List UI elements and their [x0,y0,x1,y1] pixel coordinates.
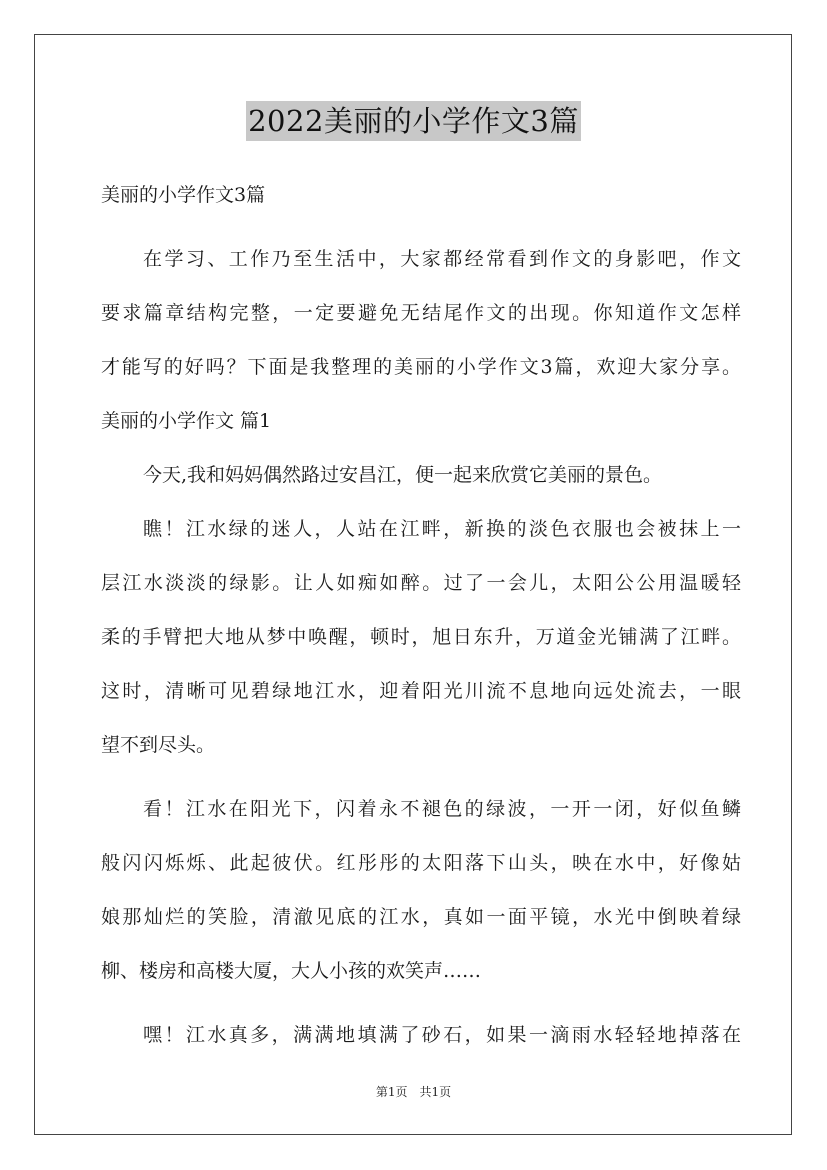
intro-line: 才能写的好吗？下面是我整理的美丽的小学作文3篇，欢迎大家分享。 [101,356,741,378]
intro-line: 要求篇章结构完整，一定要避免无结尾作文的出现。你知道作文怎样 [101,302,741,324]
paragraph-2-line: 瞧！江水绿的迷人，人站在江畔，新换的淡色衣服也会被抹上一 [143,518,741,540]
title-wrapper [0,101,827,141]
paragraph-3-line: 看！江水在阳光下，闪着永不褪色的绿波，一开一闭，好似鱼鳞 [143,798,741,820]
document-body [101,168,741,1062]
subtitle: 美丽的小学作文3篇 [101,184,266,206]
paragraph-1-line: 今天,我和妈妈偶然路过安昌江，便一起来欣赏它美丽的景色。 [143,464,663,486]
paragraph-2-line: 这时，清晰可见碧绿地江水，迎着阳光川流不息地向远处流去，一眼 [101,680,741,702]
page-footer [0,1083,827,1100]
intro-line: 在学习、工作乃至生活中，大家都经常看到作文的身影吧，作文 [143,248,741,270]
paragraph-4-line: 嘿！江水真多，满满地填满了砂石，如果一滴雨水轻轻地掉落在 [143,1024,741,1046]
paragraph-2-line: 望不到尽头。 [101,734,216,756]
paragraph-2-line: 柔的手臂把大地从梦中唤醒，顿时，旭日东升，万道金光铺满了江畔。 [101,626,741,648]
paragraph-3-line: 般闪闪烁烁、此起彼伏。红彤彤的太阳落下山头，映在水中，好像姑 [101,852,741,874]
page-number: 第1页 共1页 [375,1085,452,1099]
paragraph-2-line: 层江水淡淡的绿影。让人如痴如醉。过了一会儿，太阳公公用温暖轻 [101,572,741,594]
paragraph-3-line: 娘那灿烂的笑脸，清澈见底的江水，真如一面平镜，水光中倒映着绿 [101,906,741,928]
document-title: 2022美丽的小学作文3篇 [246,101,581,141]
paragraph-3-line: 柳、楼房和高楼大厦，大人小孩的欢笑声…… [101,960,482,982]
section-heading: 美丽的小学作文 篇1 [101,410,272,432]
